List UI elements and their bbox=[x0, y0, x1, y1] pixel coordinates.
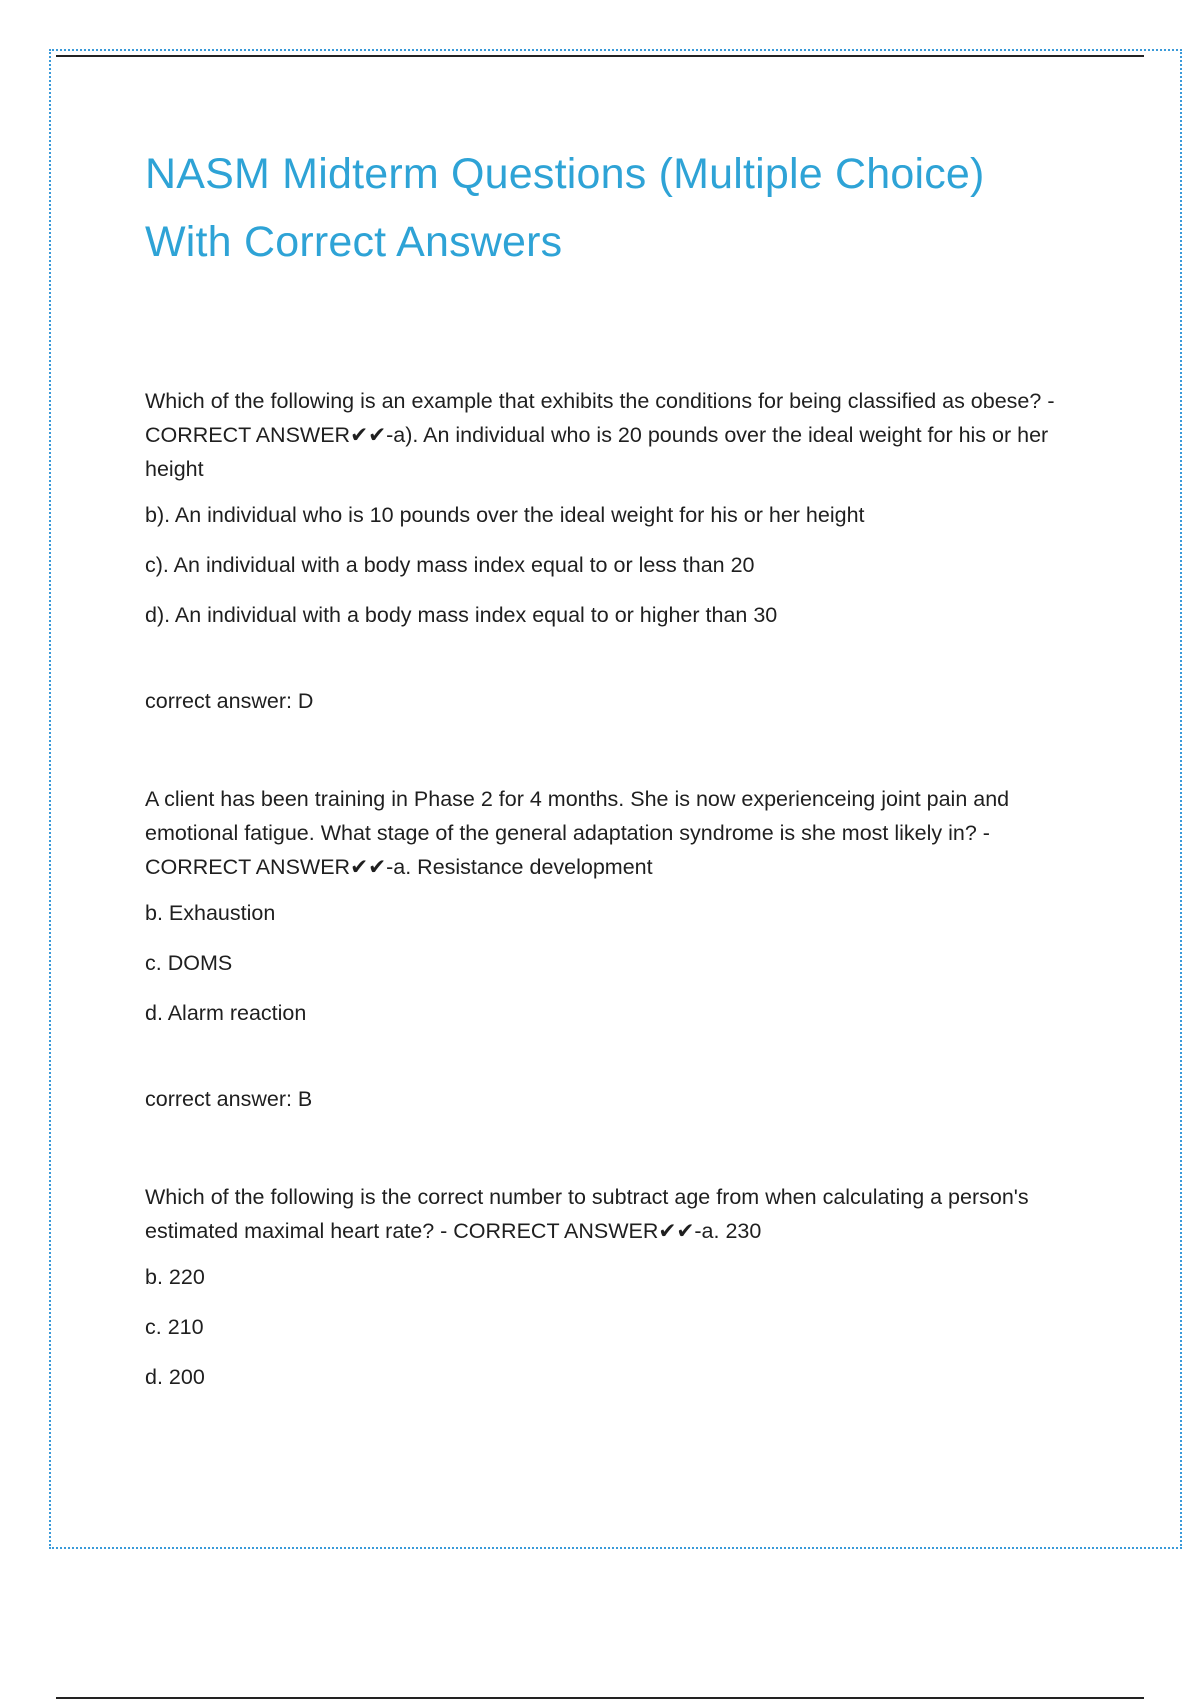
option-d: d). An individual with a body mass index equal to or higher than 30 bbox=[145, 603, 778, 627]
top-rule bbox=[56, 55, 1144, 57]
option-d: d. 200 bbox=[145, 1365, 205, 1389]
option-d: d. Alarm reaction bbox=[145, 1001, 307, 1025]
document-title bbox=[145, 140, 1095, 276]
document-body bbox=[145, 140, 1095, 1410]
question-1 bbox=[145, 384, 1095, 718]
spacer bbox=[145, 1116, 1095, 1180]
bottom-rule bbox=[56, 1697, 1144, 1699]
option-b: b. Exhaustion bbox=[145, 901, 276, 925]
question-3 bbox=[145, 1180, 1095, 1394]
spacer bbox=[145, 718, 1095, 782]
correct-answer: correct answer: D bbox=[145, 689, 314, 713]
option-c: c. DOMS bbox=[145, 951, 233, 975]
question-text: A client has been training in Phase 2 for 4 months. She is now experienceing joint pain and emotional fatigue. What stage of the general adaptation syndrome is she most likely in? - CORRECT ANSWER✔✔-a. Resistance development bbox=[145, 787, 1010, 879]
question-text: Which of the following is an example that exhibits the conditions for being classified as obese? - CORRECT ANSWER✔✔-a). An individual who is 20 pounds over the ideal weight for his or her height bbox=[145, 389, 1055, 481]
option-b: b. 220 bbox=[145, 1265, 205, 1289]
option-c: c). An individual with a body mass index equal to or less than 20 bbox=[145, 553, 755, 577]
question-2 bbox=[145, 782, 1095, 1116]
option-b: b). An individual who is 10 pounds over the ideal weight for his or her height bbox=[145, 503, 865, 527]
title-line-1: NASM Midterm Questions (Multiple Choice) bbox=[145, 150, 985, 198]
option-c: c. 210 bbox=[145, 1315, 204, 1339]
correct-answer: correct answer: B bbox=[145, 1087, 313, 1111]
question-text: Which of the following is the correct number to subtract age from when calculating a person's estimated maximal heart rate? - CORRECT ANSWER✔✔-a. 230 bbox=[145, 1185, 1029, 1243]
title-line-2: With Correct Answers bbox=[145, 218, 563, 266]
